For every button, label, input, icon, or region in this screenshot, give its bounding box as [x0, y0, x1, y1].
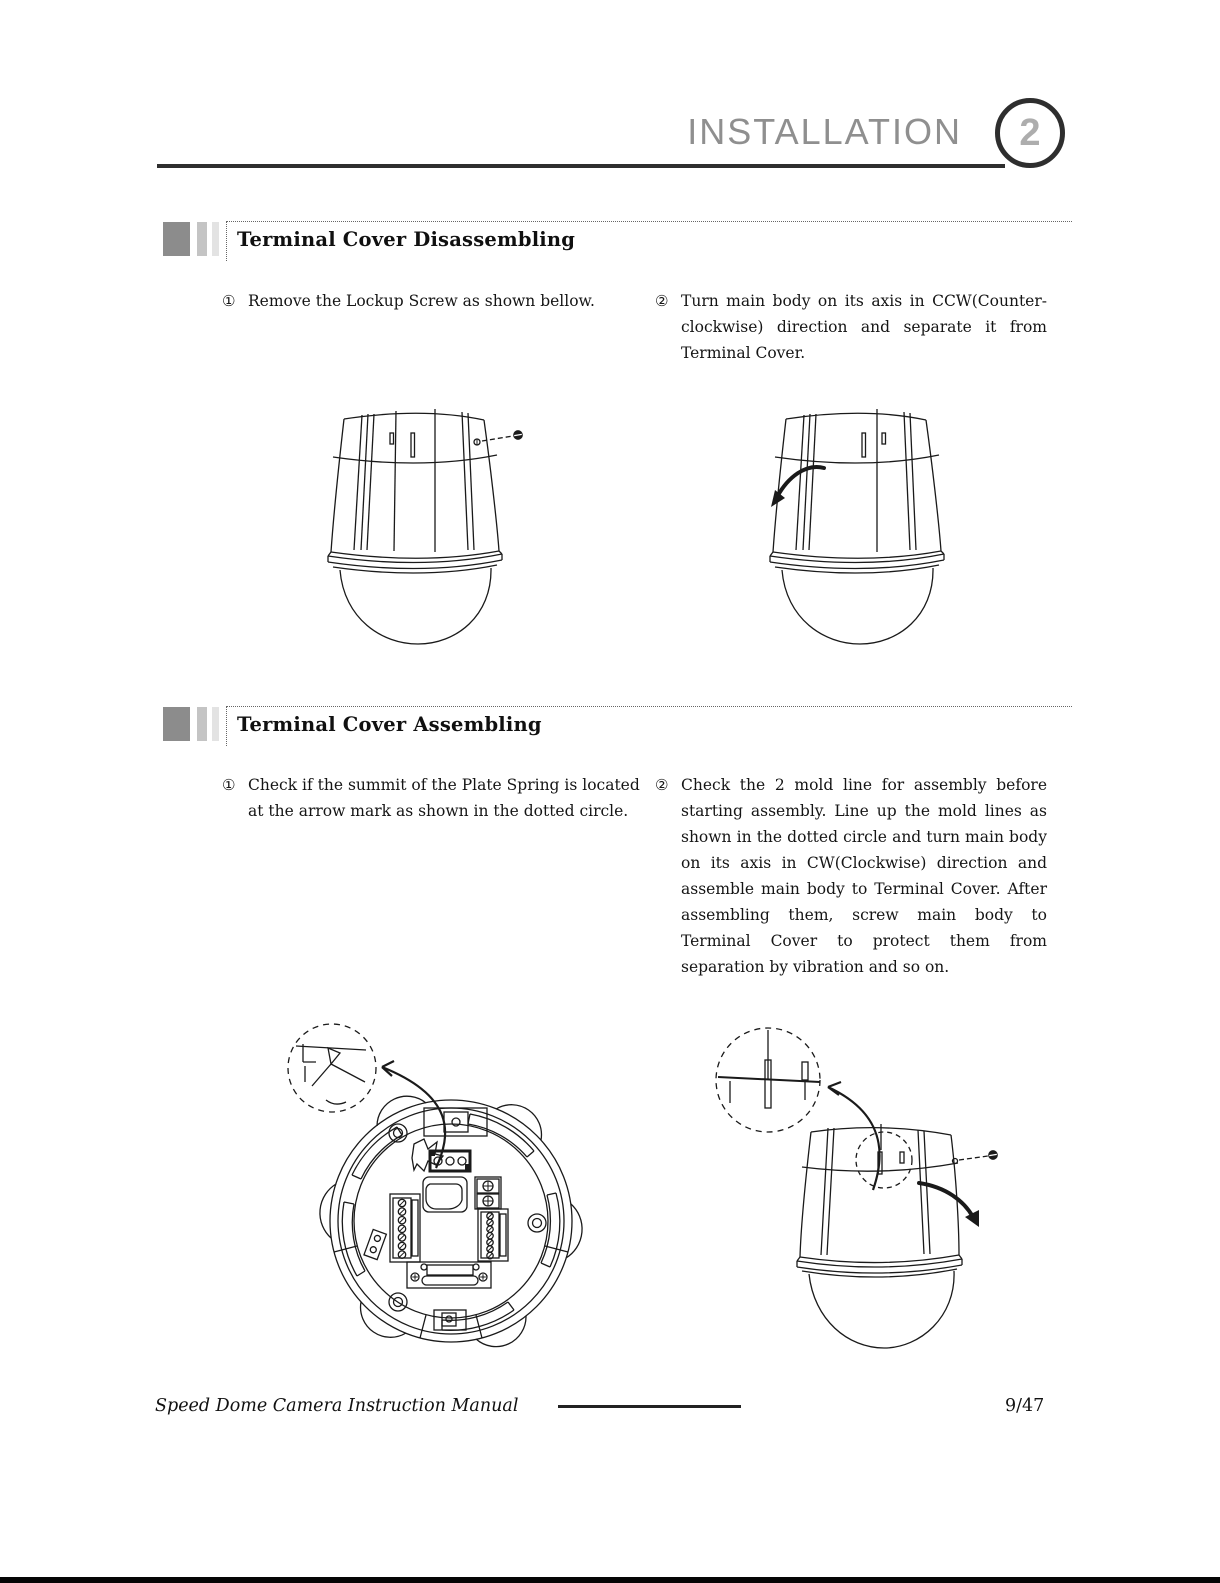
screw-terminals-right	[487, 1213, 493, 1259]
section-marker-bar-light	[212, 707, 219, 741]
section-title: Terminal Cover Disassembling	[237, 228, 576, 251]
step-number: ①	[222, 776, 236, 794]
section-title-box	[226, 706, 1072, 746]
section-marker-bar	[197, 707, 207, 741]
section-marker-bar-light	[212, 222, 219, 256]
screw-terminals-left	[398, 1199, 405, 1258]
page-header-title: INSTALLATION	[687, 111, 962, 152]
section-header-disassembling	[163, 221, 1072, 261]
step-item	[222, 772, 648, 824]
step-text: Check the 2 mold line for assembly before starting assembly. Line up the mold lines as shown in the dotted circle and turn main body on its axis in CW(Clockwise) direction and assemble main body to Terminal Cover. After assembling them, screw main body to Terminal Cover to protect them from separation by vibration and so on.	[681, 776, 1047, 976]
mold-line-detail-circle	[716, 1028, 820, 1132]
figure-ccw-rotation	[742, 393, 997, 648]
chapter-number-badge	[995, 98, 1065, 168]
figure-mold-line-assembly	[688, 1005, 1023, 1360]
step-text: Remove the Lockup Screw as shown bellow.	[248, 292, 595, 310]
step-number: ②	[655, 776, 669, 794]
step-item	[655, 288, 1047, 366]
footer-divider-line	[558, 1405, 741, 1408]
plate-spring-detail-circle	[288, 1024, 376, 1112]
section-title-box	[226, 221, 1072, 261]
lockup-screw-icon	[474, 431, 522, 445]
figure-remove-lockup-screw	[300, 393, 555, 648]
step-item	[655, 772, 1047, 980]
figure-plate-spring-check	[272, 998, 602, 1358]
lockup-screw-icon	[953, 1151, 998, 1164]
step-number: ②	[655, 292, 669, 310]
section-marker-bar	[197, 222, 207, 256]
step-item	[222, 288, 617, 314]
step-number: ①	[222, 292, 236, 310]
section-marker-square	[163, 222, 190, 256]
footer-manual-title: Speed Dome Camera Instruction Manual	[155, 1396, 519, 1416]
section-title: Terminal Cover Assembling	[237, 713, 542, 736]
step-text: Check if the summit of the Plate Spring is located at the arrow mark as shown in the dotted circle.	[248, 776, 640, 820]
page-bottom-bar	[0, 1577, 1220, 1583]
section-marker-square	[163, 707, 190, 741]
chapter-number: 2	[1019, 111, 1041, 154]
step-text: Turn main body on its axis in CCW(Counter-clockwise) direction and separate it from Terminal Cover.	[681, 292, 1047, 362]
magnify-arrow-icon	[828, 1082, 880, 1190]
dome-camera-drawing	[770, 409, 944, 644]
header-rule	[157, 164, 1005, 168]
section-header-assembling	[163, 706, 1072, 746]
terminal-cover-bottom-view	[320, 1096, 582, 1346]
footer-page-number: 9/47	[1005, 1396, 1045, 1416]
